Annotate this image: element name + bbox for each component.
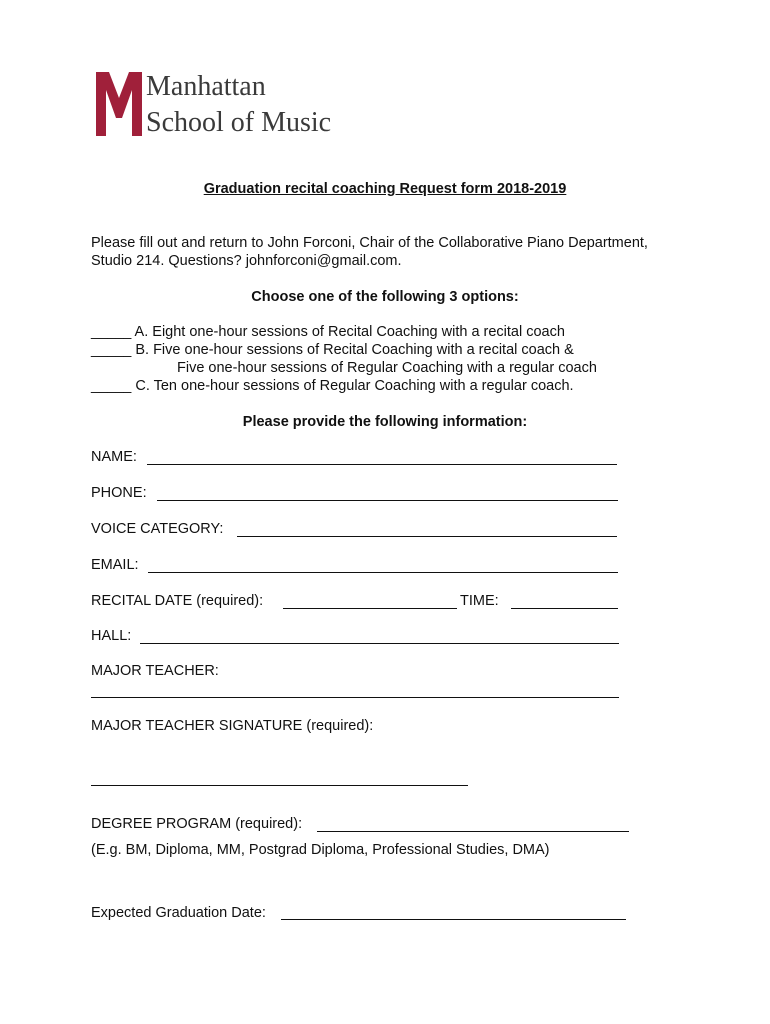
name-label: NAME: (91, 449, 137, 465)
option-b-continued: Five one-hour sessions of Regular Coaching with a regular coach (177, 360, 597, 376)
name-field[interactable] (147, 464, 617, 465)
hall-field[interactable] (140, 643, 619, 644)
intro-line-2: Studio 214. Questions? johnforconi@gmail.com. (91, 253, 402, 269)
email-label: EMAIL: (91, 557, 139, 573)
option-c[interactable]: _____ C. Ten one-hour sessions of Regular Coaching with a regular coach. (91, 378, 574, 394)
logo-text-line2: School of Music (146, 107, 332, 138)
form-title: Graduation recital coaching Request form 2018-2019 (203, 181, 567, 197)
phone-label: PHONE: (91, 485, 147, 501)
manhattan-school-of-music-logo-mark (96, 72, 142, 136)
option-b[interactable]: _____ B. Five one-hour sessions of Recital Coaching with a recital coach & (91, 342, 574, 358)
voice-category-label: VOICE CATEGORY: (91, 521, 224, 537)
major-teacher-signature-label: MAJOR TEACHER SIGNATURE (required): (91, 718, 374, 734)
logo-m-shape (96, 72, 142, 136)
voice-category-field[interactable] (237, 536, 617, 537)
time-field[interactable] (511, 608, 618, 609)
degree-program-label: DEGREE PROGRAM (required): (91, 816, 303, 832)
info-heading: Please provide the following information: (242, 414, 528, 430)
intro-line-1: Please fill out and return to John Forconi, Chair of the Collaborative Piano Department, (91, 235, 648, 251)
time-label: TIME: (460, 593, 499, 609)
options-heading: Choose one of the following 3 options: (251, 289, 519, 305)
major-teacher-signature-field[interactable] (91, 785, 468, 786)
major-teacher-field[interactable] (91, 697, 619, 698)
hall-label: HALL: (91, 628, 132, 644)
graduation-date-label: Expected Graduation Date: (91, 905, 266, 921)
option-a[interactable]: _____ A. Eight one-hour sessions of Recital Coaching with a recital coach (91, 324, 565, 340)
phone-field[interactable] (157, 500, 618, 501)
logo-text-line1: Manhattan (146, 71, 266, 102)
major-teacher-label: MAJOR TEACHER: (91, 663, 219, 679)
graduation-date-field[interactable] (281, 919, 626, 920)
recital-date-label: RECITAL DATE (required): (91, 593, 264, 609)
recital-date-field[interactable] (283, 608, 457, 609)
degree-program-examples: (E.g. BM, Diploma, MM, Postgrad Diploma, Professional Studies, DMA) (91, 842, 550, 858)
degree-program-field[interactable] (317, 831, 629, 832)
email-field[interactable] (148, 572, 618, 573)
